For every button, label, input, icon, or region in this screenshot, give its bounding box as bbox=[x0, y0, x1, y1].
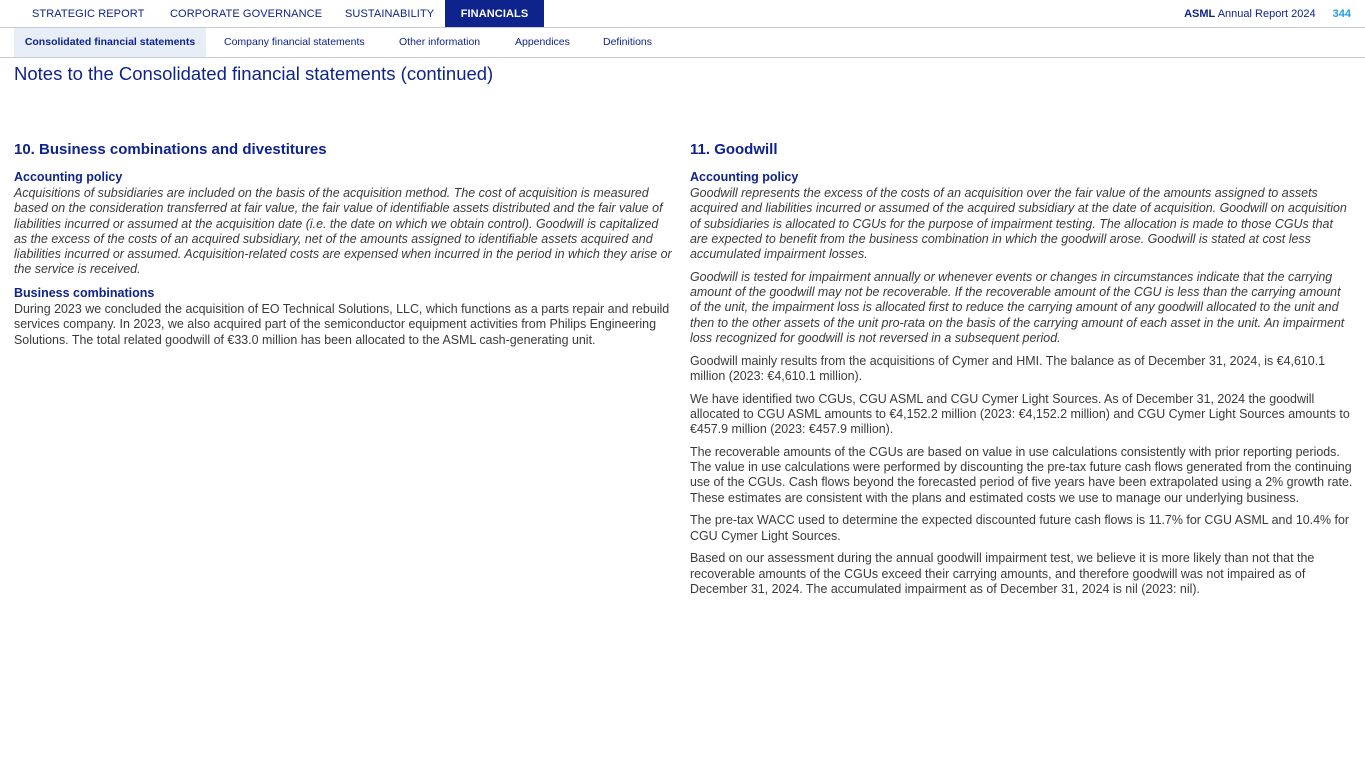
page-number: 344 bbox=[1332, 8, 1351, 20]
top-navigation bbox=[0, 0, 1365, 28]
subnav-definitions[interactable]: Definitions bbox=[603, 36, 653, 48]
sub-navigation bbox=[0, 28, 1365, 58]
business-combinations-heading: Business combinations bbox=[14, 286, 155, 300]
accounting-policy-heading: Accounting policy bbox=[690, 170, 799, 184]
section-business-combinations bbox=[14, 140, 672, 355]
subnav-other-information[interactable]: Other information bbox=[399, 36, 481, 48]
section-heading: 11. Goodwill bbox=[690, 141, 778, 158]
section-goodwill bbox=[690, 140, 1354, 605]
goodwill-balance-text: Goodwill mainly results from the acquisitions of Cymer and HMI. The balance as of December 31, 2024, is €4,610.1 million (2023: €4,610.1 million). bbox=[690, 353, 1326, 383]
cgu-allocation-text: We have identified two CGUs, CGU ASML and CGU Cymer Light Sources. As of December 31, 2024 the goodwill allocated to CGU ASML amounts to €4,152.2 million (2023: €4,152.2 million) and CGU Cymer Light Sources amounts to €457.9 million (2023: €457.9 million). bbox=[690, 391, 1350, 436]
subnav-appendices[interactable]: Appendices bbox=[515, 36, 570, 48]
report-header bbox=[1184, 0, 1351, 27]
accounting-policy-text: Goodwill represents the excess of the costs of an acquisition over the fair value of the amounts assigned to assets acquired and liabilities incurred or assumed of the acquired subsidiary at the date of acquisition. Goodwill on acquisition of subsidiaries is allocated to CGUs for the purpose of impairment testing. The allocation is made to those CGUs that are expected to benefit from the business combination in which the goodwill arose. Goodwill is stated at cost less accumulated impairment losses. bbox=[690, 186, 1347, 261]
brand-name: ASML bbox=[1184, 8, 1216, 20]
impairment-assessment-text: Based on our assessment during the annual goodwill impairment test, we believe it is more likely than not that the recoverable amounts of the CGUs exceed their carrying amounts, and therefore goodwill was not impaired as of December 31, 2024. The accumulated impairment as of December 31, 2024 is nil (2023: nil). bbox=[690, 551, 1315, 596]
wacc-text: The pre-tax WACC used to determine the expected discounted future cash flows is 11.7% for CGU ASML and 10.4% for CGU Cymer Light Sources. bbox=[690, 513, 1350, 543]
subnav-company-financial-statements[interactable]: Company financial statements bbox=[224, 36, 365, 48]
tab-strategic-report[interactable]: STRATEGIC REPORT bbox=[32, 8, 145, 20]
accounting-policy-heading: Accounting policy bbox=[14, 170, 123, 184]
page-title: Notes to the Consolidated financial statements (continued) bbox=[14, 63, 494, 84]
tab-corporate-governance[interactable]: CORPORATE GOVERNANCE bbox=[170, 8, 323, 20]
tab-financials[interactable]: FINANCIALS bbox=[445, 0, 544, 27]
value-in-use-text: The recoverable amounts of the CGUs are based on value in use calculations consistently with prior reporting periods. The value in use calculations were performed by discounting the pre-tax future cash flows generated from the continuing use of the CGUs. Cash flows beyond the forecasted period of five years have been extrapolated using a 2% growth rate. These estimates are consistent with the plans and estimated costs we use to manage our underlying business. bbox=[690, 444, 1353, 505]
impairment-policy-text: Goodwill is tested for impairment annually or whenever events or changes in circumstances indicate that the carrying amount of the goodwill may not be recoverable. If the recoverable amount of the CGU is less than the carrying amount of the unit, the impairment loss is allocated first to reduce the carrying amount of any goodwill allocated to the unit and then to the other assets of the unit pro-rata on the basis of the carrying amount of each asset in the unit. An impairment loss recognized for goodwill is not reversed in a subsequent period. bbox=[690, 269, 1345, 345]
accounting-policy-text: Acquisitions of subsidiaries are included on the basis of the acquisition method. The cost of acquisition is measured based on the consideration transferred at fair value, the fair value of identifiable assets distributed and the fair value of liabilities incurred or assumed at the acquisition date (i.e. the date on which we obtain control). Goodwill is capitalized as the excess of the costs of an acquired subsidiary, net of the amounts assigned to identifiable assets acquired and liabilities incurred or assumed. Acquisition-related costs are expensed when incurred in the period in which they arise or the service is received. bbox=[14, 186, 672, 277]
tab-sustainability[interactable]: SUSTAINABILITY bbox=[345, 8, 435, 20]
section-heading: 10. Business combinations and divestitures bbox=[14, 141, 327, 158]
subnav-consolidated-financial-statements[interactable]: Consolidated financial statements bbox=[14, 28, 206, 57]
business-combinations-text: During 2023 we concluded the acquisition of EO Technical Solutions, LLC, which functions as a parts repair and rebuild services company. In 2023, we also acquired part of the semiconductor equipment activities from Philips Engineering Solutions. The total related goodwill of €33.0 million has been allocated to the ASML cash-generating unit. bbox=[14, 302, 670, 347]
report-title: Annual Report 2024 bbox=[1217, 8, 1316, 20]
